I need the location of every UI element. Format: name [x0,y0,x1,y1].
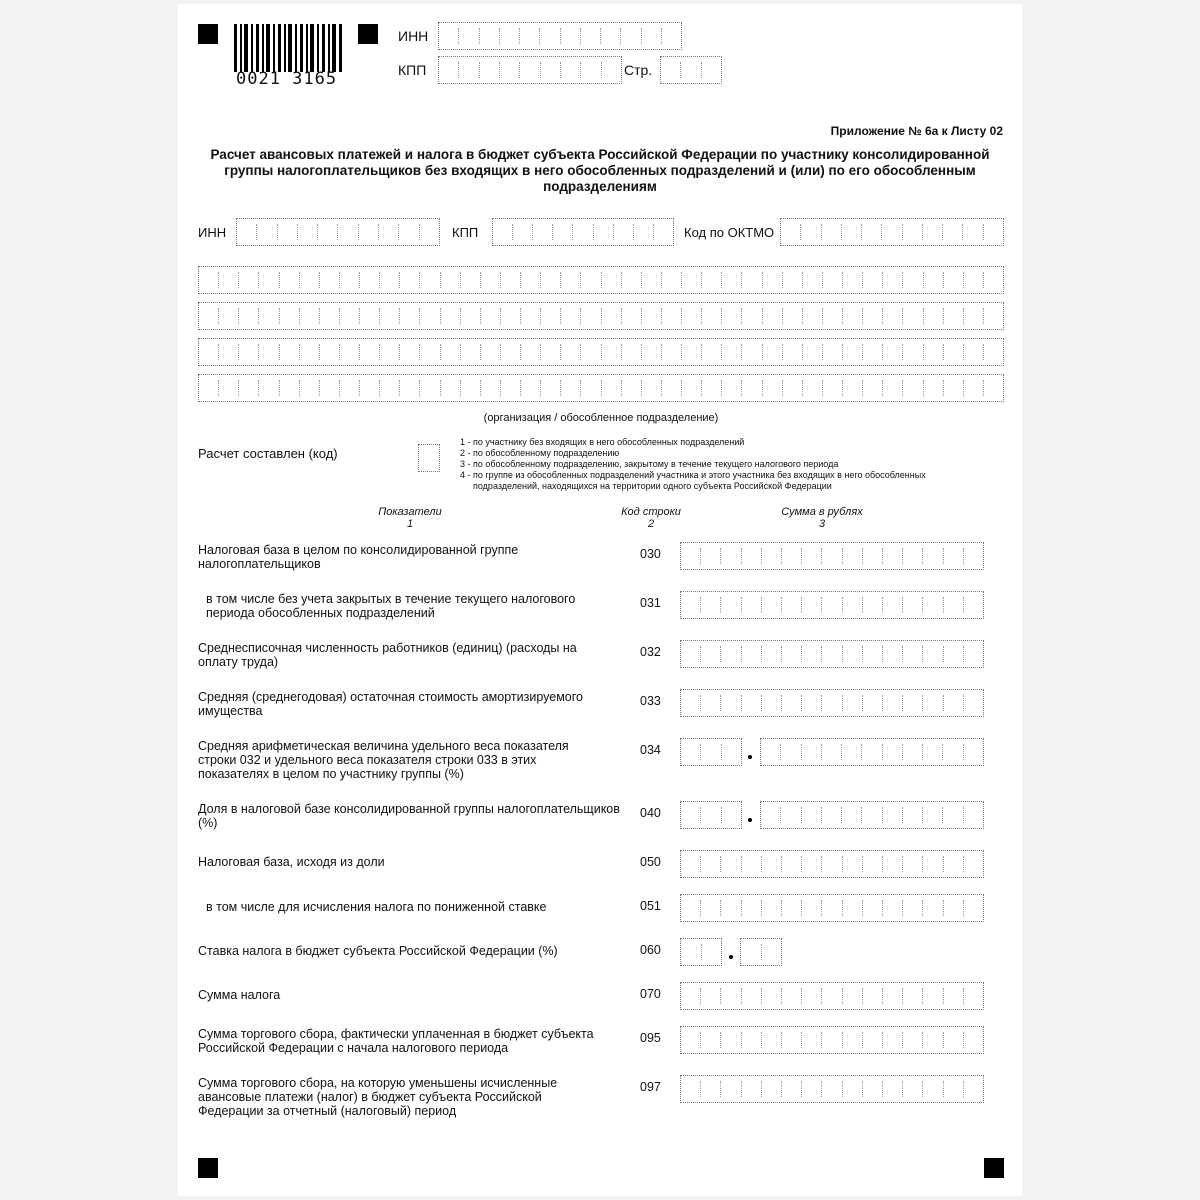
column-heading-code-title: Код строки [621,506,681,518]
org-name-line-4[interactable] [198,374,1004,402]
column-heading-indicators [350,506,470,530]
org-caption: (организация / обособленное подразделение) [483,412,719,424]
row-051-label: в том числе для исчисления налога по пониженной ставке [206,900,547,914]
org-name-line-2[interactable] [198,302,1004,330]
row-097-value-field[interactable] [680,1075,984,1103]
corner-marker-top-right [358,24,378,44]
row-034-label: Средняя арифметическая величина удельного веса показателя строки 032 и удельного веса показателя строки 033 в этих показателях в целом по участнику группы (%) [198,739,569,781]
column-heading-sum [762,506,882,530]
row-060-code: 060 [640,943,661,957]
composed-option-1: 1 - по участнику без входящих в него обособленных подразделений [460,437,745,447]
row-095-value-field[interactable] [680,1026,984,1054]
row-097-label: Сумма торгового сбора, на которую уменьшены исчисленные авансовые платежи (налог) в бюджет субъекта Российской Федерации за отчетный (налоговый) период [198,1076,558,1118]
row-031-code: 031 [640,596,661,610]
row-034-decimal-point [748,755,752,759]
kpp-label: КПП [452,225,479,240]
appendix-note: Приложение № 6а к Листу 02 [830,124,1003,138]
column-heading-code [600,506,702,530]
row-040-code: 040 [640,806,661,820]
header-kpp-field[interactable] [438,56,622,84]
row-050-code: 050 [640,855,661,869]
org-name-line-3[interactable] [198,338,1004,366]
row-030-code: 030 [640,547,661,561]
row-070-label: Сумма налога [198,988,281,1002]
row-095-label: Сумма торгового сбора, фактически уплаченная в бюджет субъекта Российской Федерации с начала налогового периода [198,1027,594,1055]
row-060-decimal-point [729,955,733,959]
barcode-bars [234,24,344,72]
row-095-code: 095 [640,1031,661,1045]
composed-option-4-cont: подразделений, находящихся на территории одного субъекта Российской Федерации [473,481,832,491]
row-050-label: Налоговая база, исходя из доли [198,855,385,869]
org-name-line-1[interactable] [198,266,1004,294]
corner-marker-bottom-left [198,1158,218,1178]
barcode-number: 0021 3165 [236,69,338,89]
row-040-label: Доля в налоговой базе консолидированной группы налогоплательщиков (%) [198,802,620,830]
corner-marker-top-left [198,24,218,44]
row-040-decimal-point [748,818,752,822]
row-031-value-field[interactable] [680,591,984,619]
form-title: Расчет авансовых платежей и налога в бюджет субъекта Российской Федерации по участнику консолидированной группы налогоплательщиков без входящих в него обособленных подразделений и (или) по его обособленным подразделениям [210,147,990,194]
composed-label: Расчет составлен (код) [198,446,338,461]
row-030-label: Налоговая база в целом по консолидированной группе налогоплательщиков [198,543,519,571]
row-032-label: Среднесписочная численность работников (единиц) (расходы на оплату труда) [198,641,577,669]
row-030-value-field[interactable] [680,542,984,570]
row-034-code: 034 [640,743,661,757]
header-page-label: Стр. [624,62,653,78]
row-040-integer-field[interactable] [680,801,742,829]
column-heading-indicators-num: 1 [406,518,414,530]
oktmo-field[interactable] [780,218,1004,246]
row-070-code: 070 [640,987,661,1001]
row-060-label: Ставка налога в бюджет субъекта Российской Федерации (%) [198,944,558,958]
column-heading-sum-num: 3 [818,518,826,530]
row-051-code: 051 [640,899,661,913]
row-033-code: 033 [640,694,661,708]
row-034-integer-field[interactable] [680,738,742,766]
row-070-value-field[interactable] [680,982,984,1010]
row-051-value-field[interactable] [680,894,984,922]
row-033-value-field[interactable] [680,689,984,717]
inn-field[interactable] [236,218,440,246]
row-031-label: в том числе без учета закрытых в течение текущего налогового периода обособленных подразделений [206,592,576,620]
row-040-fraction-field[interactable] [760,801,984,829]
header-inn-field[interactable] [438,22,682,50]
composed-option-4: 4 - по группе из обособленных подразделений участника и этого участника без входящих в него обособленных [460,470,926,480]
header-kpp-label: КПП [398,62,427,78]
oktmo-label: Код по ОКТМО [684,225,775,240]
header-inn-label: ИНН [398,28,429,44]
row-033-label: Средняя (среднегодовая) остаточная стоимость амортизируемого имущества [198,690,583,718]
row-034-fraction-field[interactable] [760,738,984,766]
row-050-value-field[interactable] [680,850,984,878]
row-097-code: 097 [640,1080,661,1094]
row-060-fraction-field[interactable] [740,938,782,966]
row-032-code: 032 [640,645,661,659]
composed-code-field[interactable] [418,444,440,472]
corner-marker-bottom-right [984,1158,1004,1178]
column-heading-indicators-title: Показатели [378,506,442,518]
inn-label: ИНН [198,225,227,240]
column-heading-sum-title: Сумма в рублях [781,506,863,518]
row-032-value-field[interactable] [680,640,984,668]
kpp-field[interactable] [492,218,674,246]
header-page-field[interactable] [660,56,722,84]
composed-option-3: 3 - по обособленному подразделению, закрытому в течение текущего налогового периода [460,459,839,469]
column-heading-code-num: 2 [647,518,655,530]
barcode [234,24,344,88]
composed-code-options [460,437,926,492]
row-060-integer-field[interactable] [680,938,722,966]
composed-option-2: 2 - по обособленному подразделению [460,448,620,458]
